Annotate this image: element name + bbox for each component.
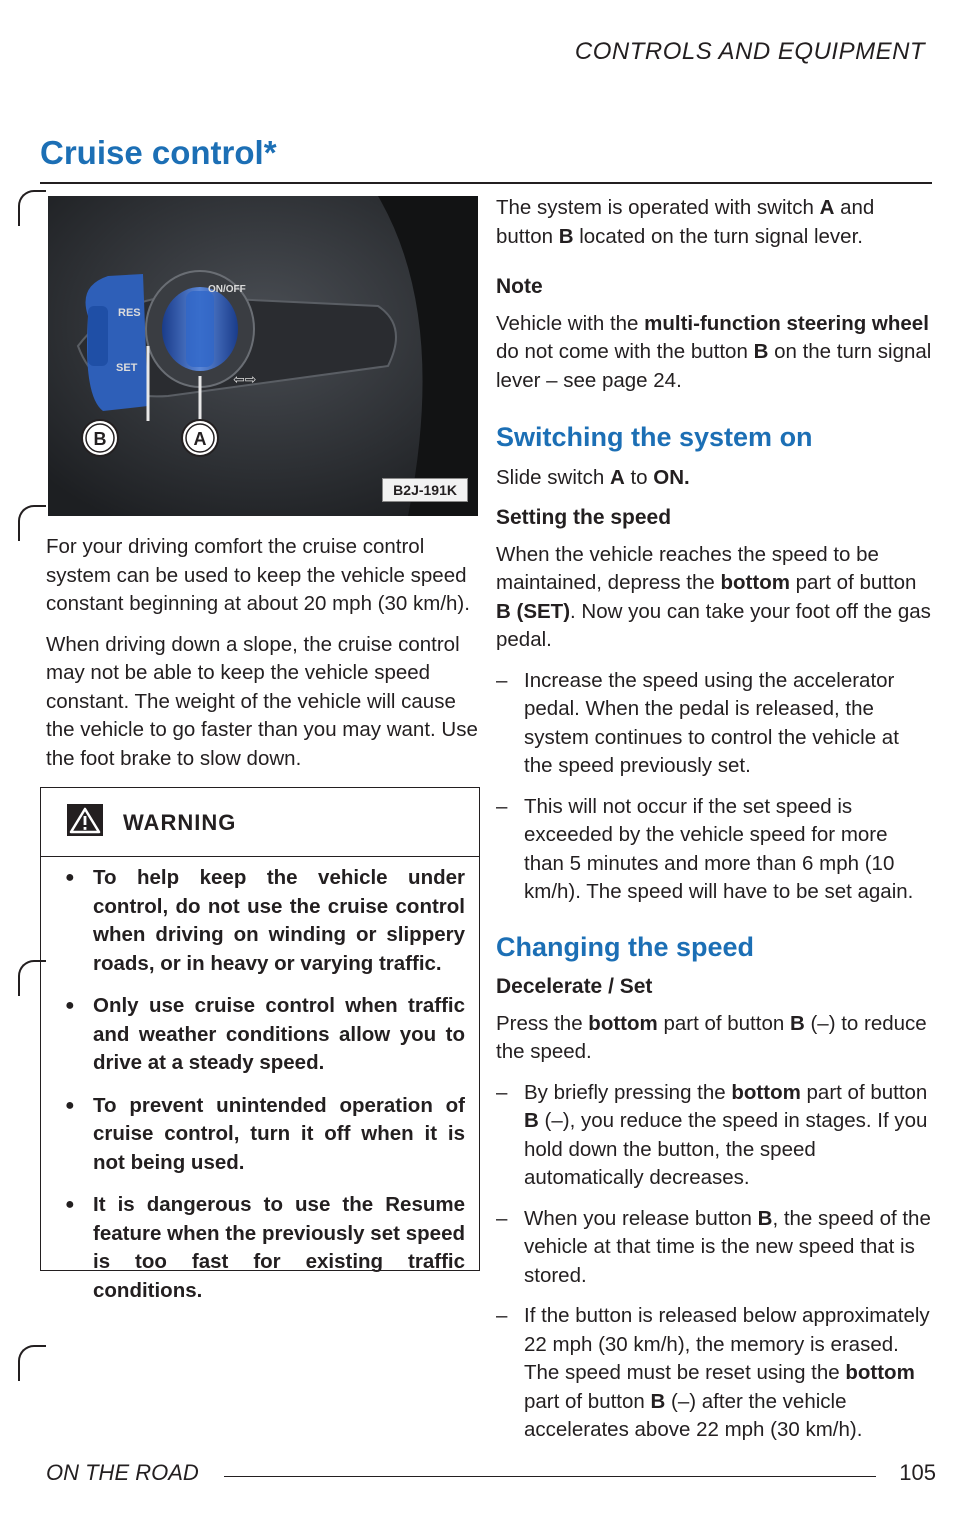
running-header: CONTROLS AND EQUIPMENT [574,38,926,65]
page-footer [46,1460,936,1490]
decelerate-paragraph: Press the bottom part of button B (–) to reduce the speed. [496,1011,927,1063]
margin-tick [18,190,46,226]
warning-item: ● To prevent unintended operation of cruise control, turn it off when it is not being used. [65,1092,465,1178]
right-column [496,194,932,1457]
dash-item: – If the button is released below approximately 22 mph (30 km/h), the memory is erased. The speed must be reset using the bottom part of button B (–) after the vehicle accelerates above 22 mph (30 km/h). [496,1302,932,1445]
system-intro: The system is operated with switch A and button B located on the turn signal lever. [496,196,875,248]
warning-item: ● It is dangerous to use the Resume feature when the previously set speed is too fast for existing traffic conditions. [65,1191,465,1305]
dash-item: – When you release button B, the speed of the vehicle at that time is the new speed that is stored. [496,1205,932,1291]
warning-list [65,864,465,1319]
dash-item: – This will not occur if the set speed is exceeded by the vehicle speed for more than 5 minutes and more than 6 mph (10 km/h). The speed will have to be set again. [496,793,932,907]
set-label: SET [116,362,138,374]
changing-speed-heading: Changing the speed [496,931,755,962]
callout-b: B [93,429,107,449]
note-heading: Note [496,275,543,298]
lever-illustration [48,196,478,516]
warning-box [40,787,480,1302]
note-paragraph: Vehicle with the multi-function steering wheel do not come with the button B on the turn signal lever – see page 24. [496,311,932,392]
title-rule [40,182,932,184]
slope-paragraph: When driving down a slope, the cruise control may not be able to keep the vehicle speed constant. The weight of the vehicle will cause the vehicle to go faster than you may want. Use the foot brake to slow down. [46,632,478,770]
warning-header [41,788,479,857]
setting-paragraph: When the vehicle reaches the speed to be maintained, depress the bottom part of button B (SET). Now you can take your foot off the gas pedal. [496,542,931,651]
intro-paragraph: For your driving comfort the cruise control system can be used to keep the vehicle speed constant beginning at about 20 mph (30 km/h). [46,535,470,615]
warning-title: WARNING [123,810,237,835]
svg-text:⇦⇨: ⇦⇨ [233,372,257,388]
warning-triangle-icon [67,804,103,836]
on-off-label: ON/OFF [208,284,246,295]
warning-item: ● Only use cruise control when traffic and weather conditions allow you to drive at a steady speed. [65,992,465,1078]
switch-paragraph: Slide switch A to ON. [496,465,690,489]
cruise-control-lever-photo [48,196,478,516]
switching-on-heading: Switching the system on [496,422,813,452]
margin-tick [18,1345,46,1381]
figure-code: B2J-191K [382,478,468,502]
page-title: Cruise control* [40,134,277,171]
footer-rule [224,1476,876,1477]
callout-a: A [193,429,207,449]
decelerate-set-heading: Decelerate / Set [496,975,653,998]
margin-tick [18,505,46,541]
footer-section-label: ON THE ROAD [46,1460,199,1485]
dash-item: – By briefly pressing the bottom part of button B (–), you reduce the speed in stages. If you hold down the button, the speed automatically decreases. [496,1079,932,1193]
res-label: RES [118,307,141,319]
dash-item: – Increase the speed using the accelerator pedal. When the pedal is released, the system continues to control the vehicle at the speed previously set. [496,667,932,781]
warning-item: ● To help keep the vehicle under control, do not use the cruise control when driving on winding or slippery roads, or in heavy or varying traffic. [65,864,465,978]
setting-speed-heading: Setting the speed [496,506,672,529]
left-column [46,533,480,785]
page-number: 105 [899,1460,936,1485]
